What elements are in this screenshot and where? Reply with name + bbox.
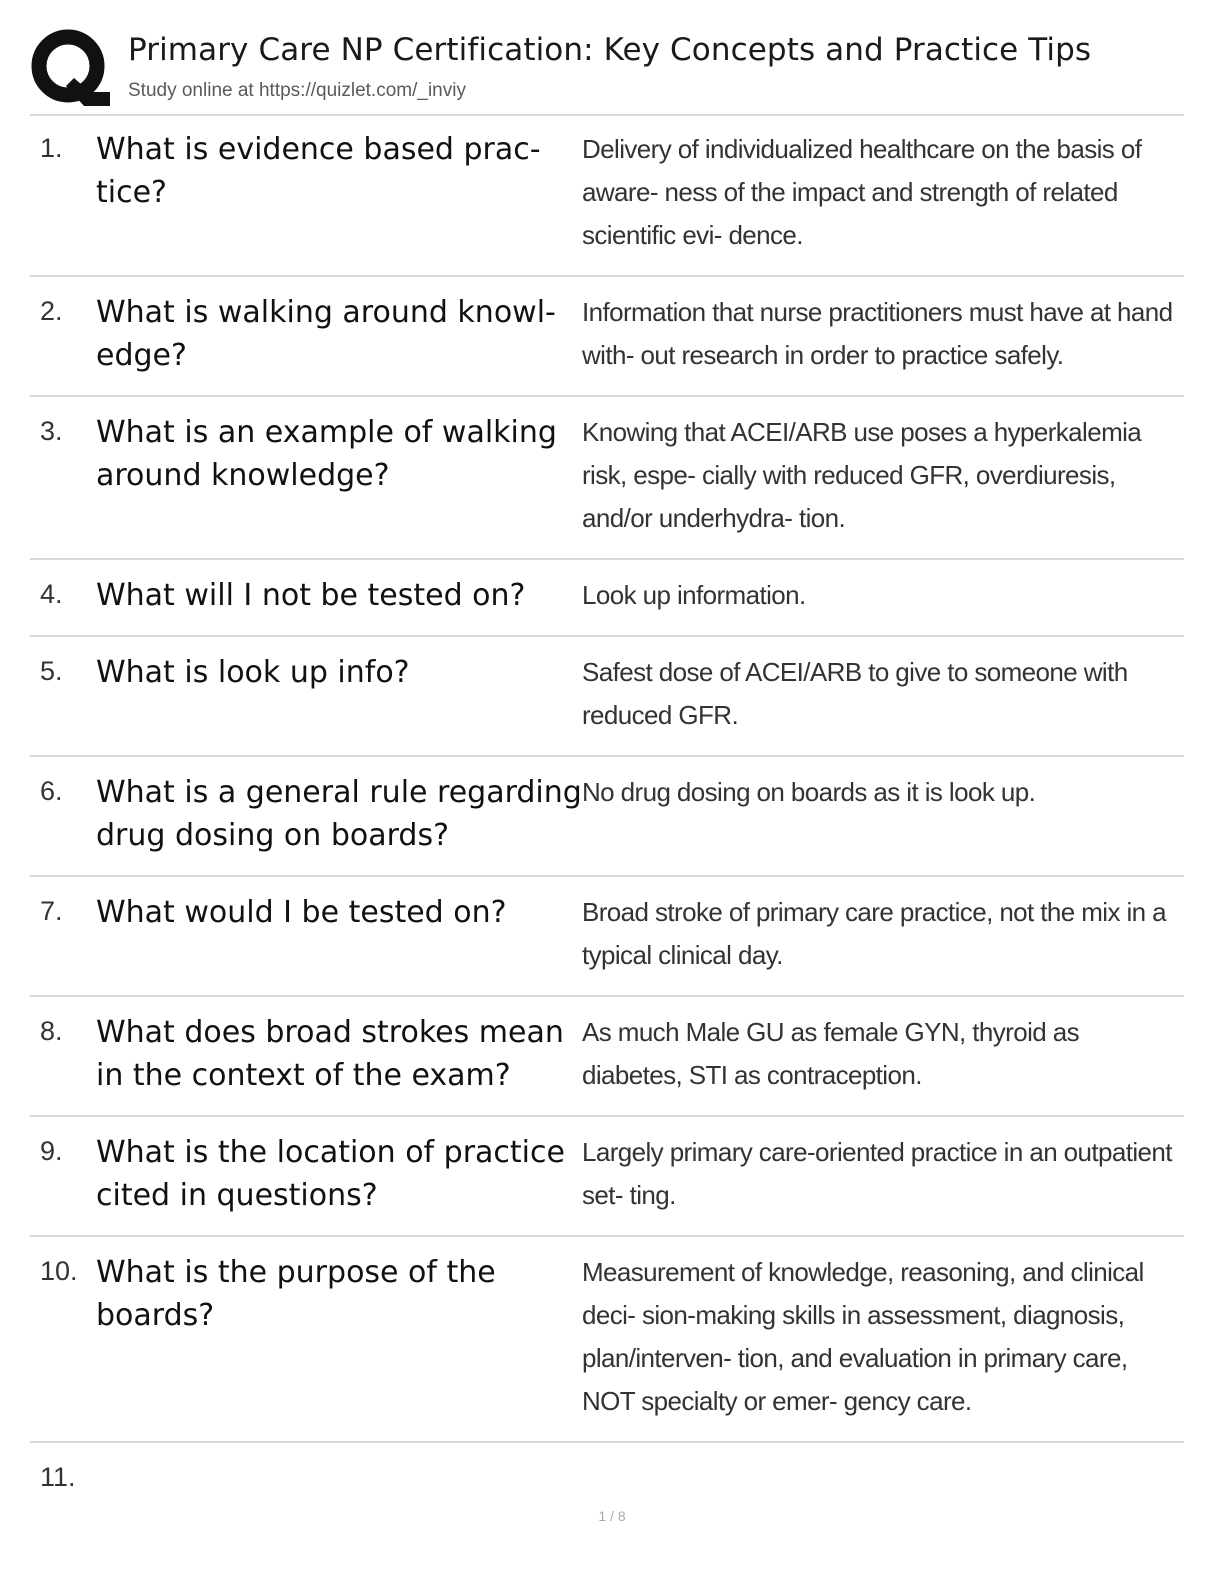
card-number: 7.	[40, 896, 63, 926]
card-definition: Knowing that ACEI/ARB use poses a hyperkalemia risk, espe- cially with reduced GFR, overdiuresis, and/or underhydra- tion.	[582, 417, 1142, 533]
card-number: 1.	[40, 133, 63, 163]
quizlet-logo-icon	[30, 28, 110, 108]
card-definition: Safest dose of ACEI/ARB to give to someone with reduced GFR.	[582, 657, 1128, 730]
flashcard-row	[30, 1237, 1184, 1443]
card-number: 8.	[40, 1016, 63, 1046]
flashcard-row	[30, 397, 1184, 560]
card-definition: Largely primary care-oriented practice in an outpatient set- ting.	[582, 1137, 1172, 1210]
card-definition: Delivery of individualized healthcare on the basis of aware- ness of the impact and strength of related scientific evi- dence.	[582, 134, 1142, 250]
card-number: 10.	[40, 1256, 78, 1286]
card-term: What is the location of practice cited in questions?	[96, 1135, 565, 1213]
card-term: What is an example of walking around knowledge?	[96, 415, 557, 493]
card-term: What will I not be tested on?	[96, 578, 526, 613]
flashcard-list	[30, 114, 1184, 1517]
card-term: What would I be tested on?	[96, 895, 507, 930]
card-number: 2.	[40, 296, 63, 326]
flashcard-row	[30, 1117, 1184, 1237]
flashcard-row	[30, 637, 1184, 757]
card-term: What is a general rule regarding drug dosing on boards?	[96, 775, 582, 853]
page-header	[30, 28, 1184, 116]
card-number: 3.	[40, 416, 63, 446]
card-definition: Measurement of knowledge, reasoning, and clinical deci- sion-making skills in assessment, diagnosis, plan/interven- tion, and evaluation in primary care, NOT specialty or emer- gency care.	[582, 1257, 1144, 1416]
flashcard-row	[30, 277, 1184, 397]
card-definition: No drug dosing on boards as it is look up.	[582, 777, 1036, 807]
card-term: What does broad strokes mean in the context of the exam?	[96, 1015, 564, 1093]
card-term: What is the purpose of the boards?	[96, 1255, 496, 1333]
card-number: 9.	[40, 1136, 63, 1166]
page-number: 1 / 8	[598, 1508, 626, 1524]
study-online-link[interactable]: Study online at https://quizlet.com/_inviy	[128, 80, 466, 101]
flashcard-row	[30, 877, 1184, 997]
card-number: 4.	[40, 579, 63, 609]
flashcard-row	[30, 1443, 1184, 1517]
card-definition: Information that nurse practitioners must have at hand with- out research in order to practice safely.	[582, 297, 1173, 370]
flashcard-row	[30, 757, 1184, 877]
card-definition: As much Male GU as female GYN, thyroid as diabetes, STI as contraception.	[582, 1017, 1080, 1090]
card-definition: Broad stroke of primary care practice, not the mix in a typical clinical day.	[582, 897, 1167, 970]
card-term: What is walking around knowl- edge?	[96, 295, 556, 373]
page-title: Primary Care NP Certification: Key Concepts and Practice Tips	[128, 32, 1092, 68]
card-term: What is evidence based prac- tice?	[96, 132, 541, 210]
card-number: 6.	[40, 776, 63, 806]
card-number: 5.	[40, 656, 63, 686]
card-number: 11.	[40, 1462, 76, 1492]
card-definition: Look up information.	[582, 580, 806, 610]
flashcard-row	[30, 560, 1184, 637]
card-term: What is look up info?	[96, 655, 410, 690]
flashcard-row	[30, 114, 1184, 277]
flashcard-row	[30, 997, 1184, 1117]
